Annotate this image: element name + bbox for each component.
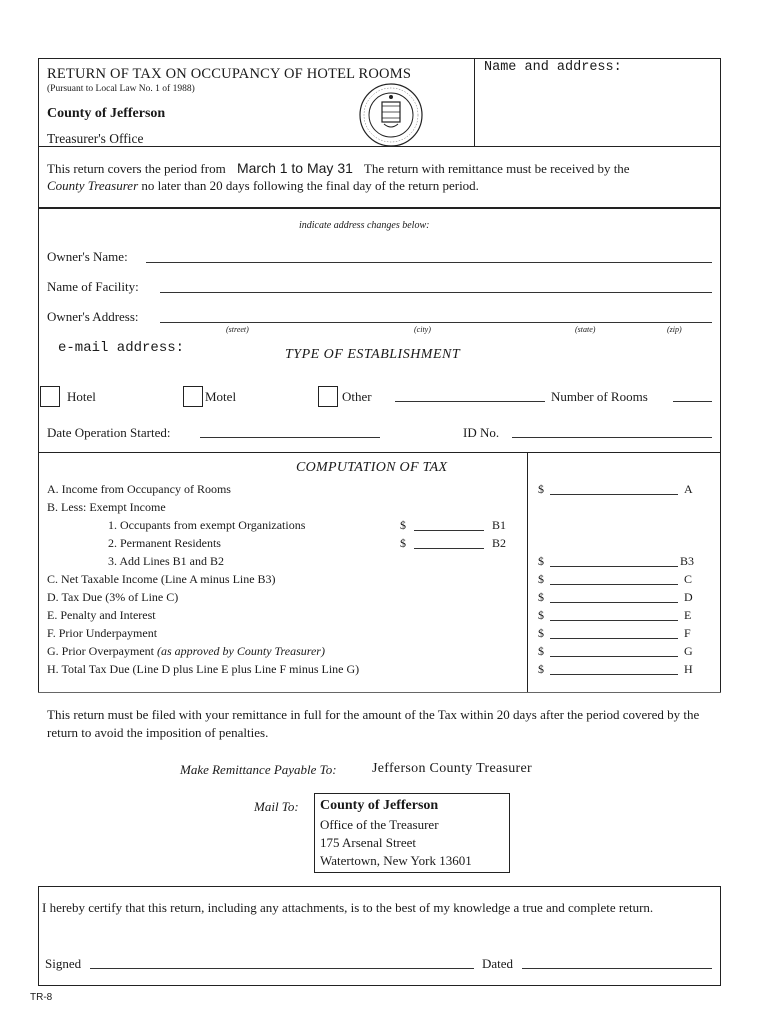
period-remittance: The return with remittance must be received by the: [363, 161, 630, 176]
line-h-label: H. Total Tax Due (Line D plus Line E plus Line F minus Line G): [47, 662, 360, 676]
certify-text: I hereby certify that this return, including any attachments, is to the best of my knowledge a true and complete return.: [42, 900, 654, 915]
amount-h-field[interactable]: [550, 674, 678, 675]
other-field[interactable]: [395, 401, 545, 402]
county-seal-icon: [358, 82, 424, 148]
office-name: Treasurer's Office: [47, 131, 144, 146]
date-started-field[interactable]: [200, 437, 380, 438]
county-treasurer-label: County Treasurer: [47, 178, 139, 193]
county-name: County of Jefferson: [47, 106, 166, 121]
amount-g-dollar: $: [538, 644, 544, 658]
line-b3-label: 3. Add Lines B1 and B2: [108, 554, 224, 568]
zip-hint: (zip): [667, 325, 682, 334]
payable-label: Make Remittance Payable To:: [180, 762, 337, 777]
owners-address-field[interactable]: [160, 322, 712, 323]
amount-h-code: H: [684, 662, 693, 676]
period-intro: This return covers the period from: [47, 161, 226, 176]
hotel-checkbox[interactable]: [40, 386, 60, 407]
state-hint: (state): [575, 325, 596, 334]
line-f-label: F. Prior Underpayment: [47, 626, 158, 640]
mail-line-3: 175 Arsenal Street: [320, 835, 417, 850]
amount-f-code: F: [684, 626, 691, 640]
period-dates: March 1 to May 31: [236, 160, 353, 176]
address-instructions: indicate address changes below:: [299, 220, 430, 231]
amount-e-code: E: [684, 608, 692, 622]
b1-dollar: $: [400, 518, 406, 532]
city-hint: (city): [414, 325, 431, 334]
email-label: e-mail address:: [58, 340, 185, 356]
owners-address-label: Owner's Address:: [47, 309, 139, 324]
rooms-field[interactable]: [673, 401, 712, 402]
remittance-notice: This return must be filed with your remittance in full for the amount of the Tax within 20 days after the period covered by the return to avoid the imposition of penalties.: [47, 707, 700, 740]
amount-a-code: A: [684, 482, 693, 496]
line-c-label: C. Net Taxable Income (Line A minus Line B3): [47, 572, 276, 586]
dated-label: Dated: [482, 956, 514, 971]
line-a-label: A. Income from Occupancy of Rooms: [47, 482, 231, 496]
other-checkbox[interactable]: [318, 386, 338, 407]
line-g-text: G. Prior Overpayment: [47, 644, 154, 658]
form-code: TR-8: [30, 992, 53, 1003]
amount-b3-dollar: $: [538, 554, 544, 568]
amount-a-field[interactable]: [550, 494, 678, 495]
motel-label: Motel: [205, 389, 237, 404]
rooms-label: Number of Rooms: [551, 389, 648, 404]
amount-f-dollar: $: [538, 626, 544, 640]
amount-a-dollar: $: [538, 482, 544, 496]
establishment-heading: TYPE OF ESTABLISHMENT: [285, 347, 461, 362]
mail-to-label: Mail To:: [254, 799, 299, 814]
payable-to: Jefferson County Treasurer: [372, 761, 532, 776]
line-g-label: [47, 644, 325, 659]
amount-g-field[interactable]: [550, 656, 678, 657]
amount-d-code: D: [684, 590, 693, 604]
street-hint: (street): [226, 325, 249, 334]
facility-label: Name of Facility:: [47, 279, 139, 294]
id-field[interactable]: [512, 437, 712, 438]
period-deadline: no later than 20 days following the final day of the return period.: [141, 178, 479, 193]
amount-d-field[interactable]: [550, 602, 678, 603]
motel-checkbox[interactable]: [183, 386, 203, 407]
line-b1-label: 1. Occupants from exempt Organizations: [108, 518, 306, 532]
form-title: RETURN OF TAX ON OCCUPANCY OF HOTEL ROOMS: [47, 66, 412, 82]
amount-h-dollar: $: [538, 662, 544, 676]
mail-line-1: County of Jefferson: [320, 798, 439, 813]
amount-c-field[interactable]: [550, 584, 678, 585]
line-b2-label: 2. Permanent Residents: [108, 536, 221, 550]
amount-g-code: G: [684, 644, 693, 658]
b1-code: B1: [492, 518, 507, 532]
date-started-label: Date Operation Started:: [47, 425, 171, 440]
signature-field[interactable]: [90, 968, 474, 969]
other-label: Other: [342, 389, 372, 404]
mail-line-4: Watertown, New York 13601: [320, 853, 472, 868]
line-e-label: E. Penalty and Interest: [47, 608, 156, 622]
amount-c-code: C: [684, 572, 693, 586]
hotel-label: Hotel: [67, 389, 96, 404]
name-address-label: Name and address:: [484, 60, 622, 75]
line-g-note: (as approved by County Treasurer): [156, 644, 325, 658]
form-subtitle: (Pursuant to Local Law No. 1 of 1988): [47, 84, 195, 94]
amount-c-dollar: $: [538, 572, 544, 586]
amount-b3-field[interactable]: [550, 566, 678, 567]
b1-field[interactable]: [414, 530, 484, 531]
computation-heading: COMPUTATION OF TAX: [296, 460, 448, 475]
amount-f-field[interactable]: [550, 638, 678, 639]
b2-code: B2: [492, 536, 507, 550]
owners-name-field[interactable]: [146, 262, 712, 263]
amount-e-field[interactable]: [550, 620, 678, 621]
owners-name-label: Owner's Name:: [47, 249, 128, 264]
signed-label: Signed: [45, 956, 82, 971]
period-line-1: [47, 160, 630, 177]
line-d-label: D. Tax Due (3% of Line C): [47, 590, 179, 604]
mail-line-2: Office of the Treasurer: [320, 817, 439, 832]
amount-e-dollar: $: [538, 608, 544, 622]
amount-b3-code: B3: [680, 554, 695, 568]
b2-field[interactable]: [414, 548, 484, 549]
amount-d-dollar: $: [538, 590, 544, 604]
b2-dollar: $: [400, 536, 406, 550]
date-field[interactable]: [522, 968, 712, 969]
line-b-label: B. Less: Exempt Income: [47, 500, 166, 514]
period-line-2: [47, 178, 479, 194]
facility-field[interactable]: [160, 292, 712, 293]
id-label: ID No.: [463, 425, 500, 440]
